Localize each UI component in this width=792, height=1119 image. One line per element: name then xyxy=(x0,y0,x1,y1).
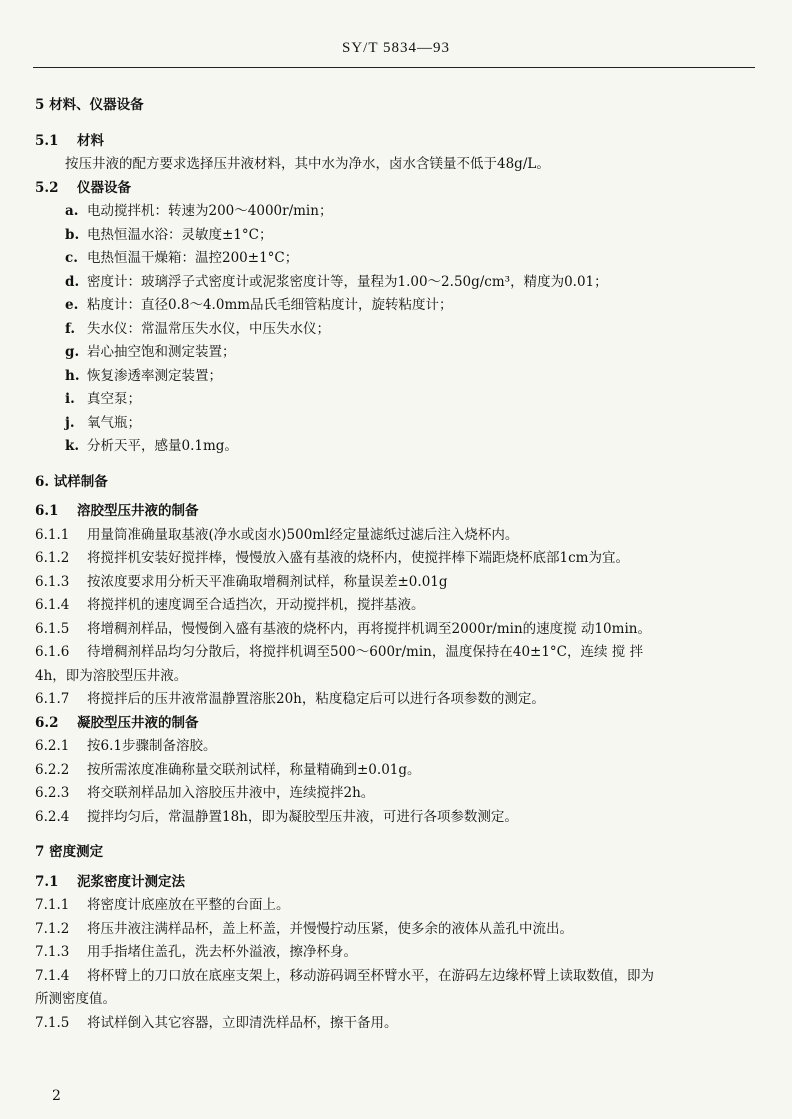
clause-number: 6.1.2 xyxy=(35,550,70,566)
section-number: 5.2 xyxy=(35,179,59,196)
clause-number: 6.1.3 xyxy=(35,573,70,590)
clause-number: 7.1.5 xyxy=(35,1014,70,1031)
clause-text: 将搅拌机安装好搅拌棒，慢慢放入盛有基液的烧杯内，使搅拌棒下端距烧杯底部1cm为宜。 xyxy=(87,550,629,566)
item-label: e. xyxy=(65,297,79,313)
clause-text: 按浓度要求用分析天平准确取增稠剂试样，称量误差±0.01g xyxy=(87,573,448,590)
clause-number: 6.2.1 xyxy=(35,738,70,754)
section-6-1-heading xyxy=(35,500,753,524)
item-text: 失水仪：常温常压失水仪，中压失水仪； xyxy=(87,320,330,337)
clause-number: 7.1.2 xyxy=(35,920,70,937)
section-6-2-heading xyxy=(35,712,753,736)
clause-6-1-2 xyxy=(35,547,753,571)
clause-6-1-7 xyxy=(35,688,753,712)
section-7-title: 7 密度测定 xyxy=(35,844,104,860)
clause-number: 7.1.1 xyxy=(35,897,70,913)
clause-7-1-2 xyxy=(35,918,753,942)
clause-text: 用手指堵住盖孔，洗去杯外溢液，擦净杯身。 xyxy=(87,944,357,960)
item-text: 氧气瓶； xyxy=(87,414,141,431)
clause-text: 将试样倒入其它容器，立即清洗样品杯，擦干备用。 xyxy=(87,1014,398,1031)
document-body xyxy=(35,94,753,1035)
item-label: a. xyxy=(65,203,79,219)
section-5-title: 5 材料、仪器设备 xyxy=(35,97,144,113)
section-title: 溶胶型压井液的制备 xyxy=(77,503,199,519)
clause-text: 按6.1步骤制备溶胶。 xyxy=(87,738,217,754)
clause-number: 6.2.2 xyxy=(35,761,70,778)
item-label: b. xyxy=(65,226,80,243)
clause-6-1-5 xyxy=(35,618,753,642)
clause-6-2-1 xyxy=(35,735,753,759)
clause-number: 7.1.4 xyxy=(35,967,70,984)
section-title: 仪器设备 xyxy=(77,179,131,196)
item-label: g. xyxy=(65,344,80,360)
item-text: 岩心抽空饱和测定装置； xyxy=(87,344,236,360)
header-rule xyxy=(33,67,755,68)
clause-text: 将密度计底座放在平整的台面上。 xyxy=(87,897,290,913)
equipment-item xyxy=(35,412,753,436)
item-text: 密度计：玻璃浮子式密度计或泥浆密度计等，量程为1.00～2.50g/cm³，精度为0.01； xyxy=(87,273,608,290)
clause-text: 待增稠剂样品均匀分散后，将搅拌机调至500～600r/min，温度保持在40±1°C，连续 搅 拌 xyxy=(87,644,644,660)
clause-6-2-4 xyxy=(35,806,753,830)
equipment-item xyxy=(35,247,753,271)
equipment-item xyxy=(35,388,753,412)
clause-text: 将搅拌机的速度调至合适挡次，开动搅拌机，搅拌基液。 xyxy=(87,597,425,613)
clause-text: 将搅拌后的压井液常温静置溶胀20h，粘度稳定后可以进行各项参数的测定。 xyxy=(87,691,545,707)
section-title: 泥浆密度计测定法 xyxy=(77,873,185,890)
equipment-item xyxy=(35,271,753,295)
document-header: SY/T 5834—93 xyxy=(342,40,450,56)
item-text: 粘度计：直径0.8～4.0mm品氏毛细管粘度计，旋转粘度计； xyxy=(87,297,453,313)
clause-text: 将交联剂样品加入溶胶压井液中，连续搅拌2h。 xyxy=(87,785,375,801)
item-text: 电动搅拌机：转速为200～4000r/min； xyxy=(87,203,333,219)
clause-text: 将压井液注满样品杯，盖上杯盖，并慢慢拧动压紧，使多余的液体从盖孔中流出。 xyxy=(87,920,573,937)
clause-7-1-4 xyxy=(35,965,753,989)
clause-number: 6.2.4 xyxy=(35,808,70,825)
equipment-item xyxy=(35,294,753,318)
item-label: j. xyxy=(65,414,75,431)
section-6-title: 6. 试样制备 xyxy=(35,473,108,490)
clause-number: 6.1.5 xyxy=(35,620,70,637)
clause-7-1-3 xyxy=(35,941,753,965)
section-number: 6.1 xyxy=(35,503,59,519)
clause-7-1-4-continued: 所测密度值。 xyxy=(35,991,116,1007)
equipment-item xyxy=(35,224,753,248)
equipment-item xyxy=(35,365,753,389)
item-text: 电热恒温水浴：灵敏度±1°C； xyxy=(87,226,273,243)
clause-number: 6.1.7 xyxy=(35,691,70,707)
clause-7-1-5 xyxy=(35,1012,753,1036)
clause-number: 6.2.3 xyxy=(35,785,70,801)
equipment-item xyxy=(35,435,753,459)
item-label: k. xyxy=(65,438,80,454)
equipment-item xyxy=(35,200,753,224)
item-label: h. xyxy=(65,367,80,384)
clause-6-2-2 xyxy=(35,759,753,783)
clause-text: 按所需浓度准确称量交联剂试样，称量精确到±0.01g。 xyxy=(87,761,421,778)
section-number: 6.2 xyxy=(35,714,59,731)
section-number: 7.1 xyxy=(35,873,59,890)
clause-6-2-3 xyxy=(35,782,753,806)
section-7-1-heading xyxy=(35,871,753,895)
section-5-1-heading xyxy=(35,130,753,154)
section-title: 材料 xyxy=(77,132,104,149)
item-label: d. xyxy=(65,273,80,290)
item-text: 电热恒温干燥箱：温控200±1°C； xyxy=(87,250,299,266)
equipment-item xyxy=(35,341,753,365)
clause-number: 7.1.3 xyxy=(35,944,70,960)
item-text: 分析天平，感量0.1mg。 xyxy=(87,438,238,454)
section-5-2-heading xyxy=(35,177,753,201)
item-text: 真空泵； xyxy=(87,391,141,407)
equipment-item xyxy=(35,318,753,342)
clause-6-1-4 xyxy=(35,594,753,618)
clause-6-1-6-continued: 4h，即为溶胶型压井液。 xyxy=(35,667,188,684)
clause-6-1-3 xyxy=(35,571,753,595)
clause-text: 将杯臂上的刀口放在底座支架上，移动游码调至杯臂水平，在游码左边缘杯臂上读取数值，即为 xyxy=(87,967,654,984)
section-number: 5.1 xyxy=(35,132,59,149)
section-5-1-text: 按压井液的配方要求选择压井液材料，其中水为净水，卤水含镁量不低于48g/L。 xyxy=(65,156,550,172)
clause-number: 6.1.4 xyxy=(35,597,70,613)
page-number: 2 xyxy=(52,1088,61,1104)
clause-number: 6.1.1 xyxy=(35,526,70,543)
clause-6-1-1 xyxy=(35,524,753,548)
clause-6-1-6 xyxy=(35,641,753,665)
clause-text: 搅拌均匀后，常温静置18h，即为凝胶型压井液，可进行各项参数测定。 xyxy=(87,808,518,825)
clause-text: 将增稠剂样品，慢慢倒入盛有基液的烧杯内，再将搅拌机调至2000r/min的速度搅 动10min。 xyxy=(87,620,651,637)
item-text: 恢复渗透率测定装置； xyxy=(87,367,222,384)
clause-text: 用量筒准确量取基液(净水或卤水)500ml经定量滤纸过滤后注入烧杯内。 xyxy=(87,526,519,543)
equipment-list xyxy=(35,200,753,459)
item-label: i. xyxy=(65,391,75,407)
item-label: f. xyxy=(65,320,76,337)
item-label: c. xyxy=(65,250,78,266)
section-title: 凝胶型压井液的制备 xyxy=(77,714,199,731)
clause-7-1-1 xyxy=(35,894,753,918)
clause-number: 6.1.6 xyxy=(35,644,70,660)
